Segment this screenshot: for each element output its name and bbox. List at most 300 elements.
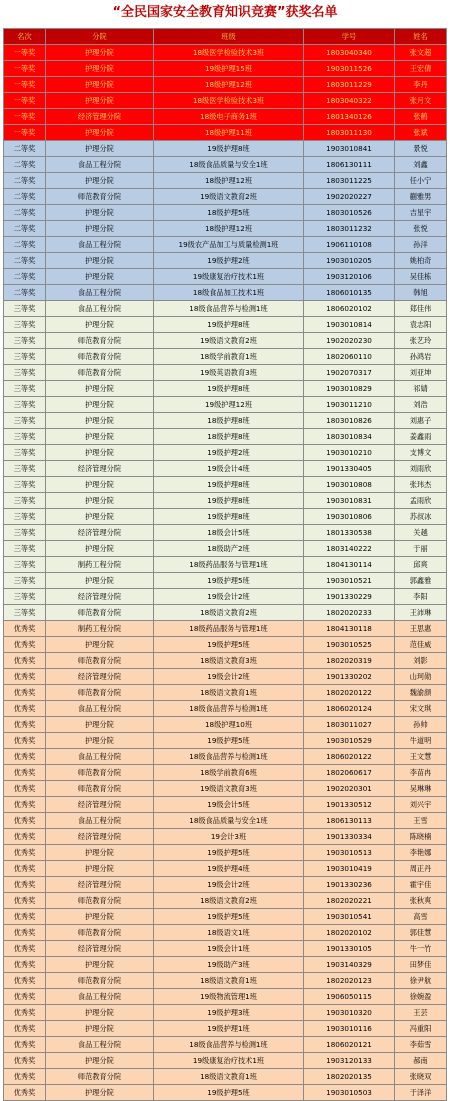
- rank-cell: 二等奖: [4, 189, 46, 205]
- student-name-cell: 支博文: [395, 445, 447, 461]
- student-id-cell: 1803011130: [304, 125, 395, 141]
- rank-cell: 优秀奖: [4, 717, 46, 733]
- table-row: [4, 637, 447, 653]
- class-cell: 19级护理1班: [154, 1021, 304, 1037]
- rank-cell: 优秀奖: [4, 749, 46, 765]
- class-cell: 19级护理8班: [154, 317, 304, 333]
- table-row: [4, 973, 447, 989]
- rank-cell: 三等奖: [4, 333, 46, 349]
- student-id-cell: 1903010503: [304, 1085, 395, 1101]
- class-cell: 19级护理8班: [154, 509, 304, 525]
- rank-cell: 优秀奖: [4, 845, 46, 861]
- rank-cell: 优秀奖: [4, 1069, 46, 1085]
- student-id-cell: 1903010806: [304, 509, 395, 525]
- award-table: [3, 28, 447, 1101]
- student-name-cell: 张斌: [395, 125, 447, 141]
- class-cell: 18级语文教育3班: [154, 653, 304, 669]
- rank-cell: 优秀奖: [4, 1085, 46, 1101]
- student-name-cell: 李茹雪: [395, 1037, 447, 1053]
- student-name-cell: 郭鑫雅: [395, 573, 447, 589]
- table-row: [4, 509, 447, 525]
- student-id-cell: 1903010525: [304, 637, 395, 653]
- rank-cell: 优秀奖: [4, 1037, 46, 1053]
- class-cell: 18级会计5班: [154, 525, 304, 541]
- table-row: [4, 621, 447, 637]
- student-name-cell: 孙洋: [395, 237, 447, 253]
- department-cell: 护理分院: [46, 861, 154, 877]
- student-name-cell: 王宏倩: [395, 61, 447, 77]
- class-cell: 18级食品质量与安全1班: [154, 157, 304, 173]
- student-name-cell: 刘雨欣: [395, 461, 447, 477]
- table-row: [4, 221, 447, 237]
- student-id-cell: 1901330229: [304, 589, 395, 605]
- rank-cell: 优秀奖: [4, 685, 46, 701]
- class-cell: 18级语文教育2班: [154, 893, 304, 909]
- table-row: [4, 781, 447, 797]
- table-row: [4, 125, 447, 141]
- student-name-cell: 孙鸿岩: [395, 349, 447, 365]
- class-cell: 19级会计2班: [154, 877, 304, 893]
- student-name-cell: 郝南: [395, 1053, 447, 1069]
- department-cell: 师范教育分院: [46, 1069, 154, 1085]
- student-id-cell: 1902020301: [304, 781, 395, 797]
- student-name-cell: 刘鑫: [395, 157, 447, 173]
- rank-cell: 优秀奖: [4, 1053, 46, 1069]
- department-cell: 护理分院: [46, 77, 154, 93]
- rank-cell: 三等奖: [4, 397, 46, 413]
- header-rank: 名次: [4, 29, 46, 45]
- table-row: [4, 605, 447, 621]
- department-cell: 经济管理分院: [46, 797, 154, 813]
- student-name-cell: 韩旭: [395, 285, 447, 301]
- department-cell: 护理分院: [46, 909, 154, 925]
- student-name-cell: 魏渝颜: [395, 685, 447, 701]
- rank-cell: 一等奖: [4, 109, 46, 125]
- student-name-cell: 宋文琪: [395, 701, 447, 717]
- header-student-id: 学号: [304, 29, 395, 45]
- student-name-cell: 牛道明: [395, 733, 447, 749]
- rank-cell: 三等奖: [4, 301, 46, 317]
- student-id-cell: 1903011210: [304, 397, 395, 413]
- table-row: [4, 1021, 447, 1037]
- table-row: [4, 1037, 447, 1053]
- student-name-cell: 郑佳伟: [395, 301, 447, 317]
- department-cell: 护理分院: [46, 1021, 154, 1037]
- class-cell: 19级语文教育2班: [154, 189, 304, 205]
- department-cell: 护理分院: [46, 221, 154, 237]
- class-cell: 19级语文教育2班: [154, 333, 304, 349]
- student-name-cell: 李阳: [395, 589, 447, 605]
- student-name-cell: 刘浩: [395, 397, 447, 413]
- student-id-cell: 1906110108: [304, 237, 395, 253]
- department-cell: 护理分院: [46, 381, 154, 397]
- class-cell: 19级会计2班: [154, 589, 304, 605]
- student-name-cell: 于泽洋: [395, 1085, 447, 1101]
- student-id-cell: 1903010829: [304, 381, 395, 397]
- student-name-cell: 景悦: [395, 141, 447, 157]
- student-id-cell: 1806020102: [304, 301, 395, 317]
- class-cell: 19级农产品加工与质量检测1班: [154, 237, 304, 253]
- table-row: [4, 237, 447, 253]
- rank-cell: 优秀奖: [4, 765, 46, 781]
- table-row: [4, 717, 447, 733]
- table-row: [4, 285, 447, 301]
- class-cell: 18级食品加工技术1班: [154, 285, 304, 301]
- student-name-cell: 吉星宇: [395, 205, 447, 221]
- student-name-cell: 高雪: [395, 909, 447, 925]
- rank-cell: 二等奖: [4, 205, 46, 221]
- student-name-cell: 吴琳琳: [395, 781, 447, 797]
- department-cell: 食品工程分院: [46, 813, 154, 829]
- table-row: [4, 205, 447, 221]
- class-cell: 19级会计4班: [154, 461, 304, 477]
- department-cell: 食品工程分院: [46, 301, 154, 317]
- rank-cell: 优秀奖: [4, 877, 46, 893]
- student-name-cell: 张文超: [395, 45, 447, 61]
- student-name-cell: 姚柏奇: [395, 253, 447, 269]
- department-cell: 护理分院: [46, 573, 154, 589]
- department-cell: 护理分院: [46, 413, 154, 429]
- department-cell: 食品工程分院: [46, 237, 154, 253]
- department-cell: 师范教育分院: [46, 653, 154, 669]
- student-id-cell: 1802020123: [304, 973, 395, 989]
- student-name-cell: 邱爽: [395, 557, 447, 573]
- rank-cell: 优秀奖: [4, 733, 46, 749]
- rank-cell: 二等奖: [4, 221, 46, 237]
- student-id-cell: 1803011225: [304, 173, 395, 189]
- class-cell: 19级会计1班: [154, 941, 304, 957]
- class-cell: 19级护理3班: [154, 1005, 304, 1021]
- department-cell: 护理分院: [46, 205, 154, 221]
- header-class: 班级: [154, 29, 304, 45]
- rank-cell: 二等奖: [4, 173, 46, 189]
- student-id-cell: 1802020233: [304, 605, 395, 621]
- student-id-cell: 1804130114: [304, 557, 395, 573]
- student-id-cell: 1903010808: [304, 477, 395, 493]
- student-id-cell: 1903140329: [304, 957, 395, 973]
- student-name-cell: 刘惠子: [395, 413, 447, 429]
- rank-cell: 三等奖: [4, 589, 46, 605]
- student-id-cell: 1903010814: [304, 317, 395, 333]
- department-cell: 师范教育分院: [46, 765, 154, 781]
- table-row: [4, 333, 447, 349]
- table-row: [4, 1085, 447, 1101]
- rank-cell: 三等奖: [4, 349, 46, 365]
- student-id-cell: 1903011526: [304, 61, 395, 77]
- class-cell: 19级护理5班: [154, 1085, 304, 1101]
- student-id-cell: 1901330202: [304, 669, 395, 685]
- rank-cell: 三等奖: [4, 573, 46, 589]
- department-cell: 食品工程分院: [46, 1037, 154, 1053]
- department-cell: 护理分院: [46, 61, 154, 77]
- student-id-cell: 1903120133: [304, 1053, 395, 1069]
- student-id-cell: 1802020135: [304, 1069, 395, 1085]
- student-name-cell: 关越: [395, 525, 447, 541]
- class-cell: 18级护理10班: [154, 717, 304, 733]
- table-row: [4, 749, 447, 765]
- department-cell: 师范教育分院: [46, 333, 154, 349]
- department-cell: 师范教育分院: [46, 365, 154, 381]
- student-id-cell: 1903010521: [304, 573, 395, 589]
- class-cell: 19级会计5班: [154, 797, 304, 813]
- student-id-cell: 1906050115: [304, 989, 395, 1005]
- class-cell: 18级语文教育1班: [154, 973, 304, 989]
- rank-cell: 三等奖: [4, 445, 46, 461]
- table-row: [4, 813, 447, 829]
- class-cell: 18级电子商务1班: [154, 109, 304, 125]
- student-id-cell: 1802020319: [304, 653, 395, 669]
- class-cell: 18级食品营养与检测1班: [154, 301, 304, 317]
- class-cell: 18级护理5班: [154, 205, 304, 221]
- table-row: [4, 45, 447, 61]
- student-name-cell: 李苗冉: [395, 765, 447, 781]
- table-row: [4, 1069, 447, 1085]
- department-cell: 师范教育分院: [46, 349, 154, 365]
- rank-cell: 优秀奖: [4, 1021, 46, 1037]
- rank-cell: 优秀奖: [4, 925, 46, 941]
- class-cell: 18级食品营养与检测1班: [154, 701, 304, 717]
- rank-cell: 三等奖: [4, 525, 46, 541]
- student-id-cell: 1903010541: [304, 909, 395, 925]
- rank-cell: 一等奖: [4, 61, 46, 77]
- class-cell: 19级护理12班: [154, 397, 304, 413]
- class-cell: 19会计3班: [154, 829, 304, 845]
- table-row: [4, 301, 447, 317]
- table-row: [4, 381, 447, 397]
- table-row: [4, 109, 447, 125]
- table-row: [4, 669, 447, 685]
- department-cell: 护理分院: [46, 269, 154, 285]
- class-cell: 19级护理8班: [154, 477, 304, 493]
- student-id-cell: 1901330512: [304, 797, 395, 813]
- student-id-cell: 1901330105: [304, 941, 395, 957]
- student-id-cell: 1806130113: [304, 813, 395, 829]
- table-row: [4, 893, 447, 909]
- student-id-cell: 1801340126: [304, 109, 395, 125]
- student-id-cell: 1903010841: [304, 141, 395, 157]
- table-row: [4, 861, 447, 877]
- student-id-cell: 1804130118: [304, 621, 395, 637]
- table-row: [4, 877, 447, 893]
- student-name-cell: 李艳娜: [395, 845, 447, 861]
- department-cell: 护理分院: [46, 173, 154, 189]
- award-rows: [4, 45, 447, 1101]
- rank-cell: 一等奖: [4, 45, 46, 61]
- rank-cell: 三等奖: [4, 365, 46, 381]
- class-cell: 18级语文教育1班: [154, 1069, 304, 1085]
- student-id-cell: 1903010419: [304, 861, 395, 877]
- table-row: [4, 733, 447, 749]
- department-cell: 师范教育分院: [46, 605, 154, 621]
- student-name-cell: 徐婉盈: [395, 989, 447, 1005]
- department-cell: 护理分院: [46, 317, 154, 333]
- table-row: [4, 445, 447, 461]
- class-cell: 19级护理2班: [154, 253, 304, 269]
- class-cell: 19级护理5班: [154, 733, 304, 749]
- table-row: [4, 797, 447, 813]
- student-name-cell: 姜鑫雨: [395, 429, 447, 445]
- student-name-cell: 王芸: [395, 1005, 447, 1021]
- table-row: [4, 557, 447, 573]
- table-row: [4, 989, 447, 1005]
- department-cell: 护理分院: [46, 253, 154, 269]
- student-id-cell: 1803140222: [304, 541, 395, 557]
- page-title: “全民国家安全教育知识竞赛”获奖名单: [112, 5, 338, 20]
- rank-cell: 优秀奖: [4, 893, 46, 909]
- department-cell: 护理分院: [46, 1005, 154, 1021]
- class-cell: 19级护理8班: [154, 493, 304, 509]
- student-id-cell: 1802060110: [304, 349, 395, 365]
- table-row: [4, 573, 447, 589]
- table-row: [4, 429, 447, 445]
- student-name-cell: 李丹: [395, 77, 447, 93]
- rank-cell: 优秀奖: [4, 701, 46, 717]
- department-cell: 食品工程分院: [46, 701, 154, 717]
- table-row: [4, 701, 447, 717]
- class-cell: 19级康复治疗技术1班: [154, 269, 304, 285]
- table-row: [4, 173, 447, 189]
- student-name-cell: 陈晓楠: [395, 829, 447, 845]
- rank-cell: 三等奖: [4, 605, 46, 621]
- table-row: [4, 925, 447, 941]
- student-id-cell: 1806020124: [304, 701, 395, 717]
- class-cell: 19级护理15班: [154, 61, 304, 77]
- student-id-cell: 1903010116: [304, 1021, 395, 1037]
- department-cell: 经济管理分院: [46, 589, 154, 605]
- class-cell: 19级语文教育3班: [154, 781, 304, 797]
- student-id-cell: 1802020102: [304, 925, 395, 941]
- header-name: 姓名: [395, 29, 447, 45]
- table-row: [4, 77, 447, 93]
- student-name-cell: 张鹤: [395, 109, 447, 125]
- student-id-cell: 1903010210: [304, 445, 395, 461]
- department-cell: 护理分院: [46, 717, 154, 733]
- class-cell: 18级食品质量与安全1班: [154, 813, 304, 829]
- department-cell: 师范教育分院: [46, 893, 154, 909]
- table-row: [4, 317, 447, 333]
- rank-cell: 三等奖: [4, 557, 46, 573]
- student-id-cell: 1803040322: [304, 93, 395, 109]
- student-id-cell: 1902070317: [304, 365, 395, 381]
- student-name-cell: 张月文: [395, 93, 447, 109]
- table-row: [4, 365, 447, 381]
- table-row: [4, 93, 447, 109]
- rank-cell: 优秀奖: [4, 861, 46, 877]
- class-cell: 18级语文教育1班: [154, 685, 304, 701]
- rank-cell: 优秀奖: [4, 989, 46, 1005]
- class-cell: 18级护理11班: [154, 125, 304, 141]
- student-name-cell: 张艺玲: [395, 333, 447, 349]
- department-cell: 护理分院: [46, 429, 154, 445]
- student-id-cell: 1802020122: [304, 685, 395, 701]
- department-cell: 护理分院: [46, 1085, 154, 1101]
- student-name-cell: 张晓双: [395, 1069, 447, 1085]
- department-cell: 护理分院: [46, 493, 154, 509]
- student-id-cell: 1803010526: [304, 205, 395, 221]
- rank-cell: 二等奖: [4, 253, 46, 269]
- department-cell: 护理分院: [46, 397, 154, 413]
- table-header-row: [4, 29, 447, 45]
- student-name-cell: 周正丹: [395, 861, 447, 877]
- student-id-cell: 1802060617: [304, 765, 395, 781]
- class-cell: 18级学前教育6班: [154, 765, 304, 781]
- class-cell: 19级护理5班: [154, 637, 304, 653]
- rank-cell: 优秀奖: [4, 909, 46, 925]
- table-row: [4, 461, 447, 477]
- student-id-cell: 1803010826: [304, 413, 395, 429]
- student-id-cell: 1801330538: [304, 525, 395, 541]
- student-name-cell: 张悦: [395, 221, 447, 237]
- student-name-cell: 刘亚坤: [395, 365, 447, 381]
- rank-cell: 一等奖: [4, 77, 46, 93]
- rank-cell: 三等奖: [4, 461, 46, 477]
- student-name-cell: 苏叔冰: [395, 509, 447, 525]
- department-cell: 师范教育分院: [46, 685, 154, 701]
- department-cell: 师范教育分院: [46, 781, 154, 797]
- student-name-cell: 王文慧: [395, 749, 447, 765]
- student-name-cell: 王沛琳: [395, 605, 447, 621]
- student-id-cell: 1803011229: [304, 77, 395, 93]
- department-cell: 经济管理分院: [46, 877, 154, 893]
- department-cell: 护理分院: [46, 637, 154, 653]
- department-cell: 师范教育分院: [46, 925, 154, 941]
- table-row: [4, 525, 447, 541]
- department-cell: 食品工程分院: [46, 157, 154, 173]
- student-name-cell: 王思惠: [395, 621, 447, 637]
- student-id-cell: 1802020221: [304, 893, 395, 909]
- student-id-cell: 1806010135: [304, 285, 395, 301]
- class-cell: 19级护理5班: [154, 909, 304, 925]
- rank-cell: 二等奖: [4, 269, 46, 285]
- department-cell: 护理分院: [46, 957, 154, 973]
- class-cell: 19级护理5班: [154, 573, 304, 589]
- rank-cell: 二等奖: [4, 157, 46, 173]
- table-row: [4, 765, 447, 781]
- rank-cell: 优秀奖: [4, 797, 46, 813]
- rank-cell: 三等奖: [4, 317, 46, 333]
- class-cell: 18级药品服务与管理1班: [154, 621, 304, 637]
- rank-cell: 优秀奖: [4, 637, 46, 653]
- table-row: [4, 157, 447, 173]
- header-department: 分院: [46, 29, 154, 45]
- class-cell: 18级药品服务与管理1班: [154, 557, 304, 573]
- student-name-cell: 刘影: [395, 653, 447, 669]
- student-name-cell: 霍宇佳: [395, 877, 447, 893]
- student-name-cell: 孙帅: [395, 717, 447, 733]
- table-row: [4, 397, 447, 413]
- table-row: [4, 477, 447, 493]
- department-cell: 护理分院: [46, 125, 154, 141]
- table-row: [4, 653, 447, 669]
- student-name-cell: 徐尹航: [395, 973, 447, 989]
- rank-cell: 二等奖: [4, 141, 46, 157]
- rank-cell: 三等奖: [4, 429, 46, 445]
- class-cell: 18级学前教育1班: [154, 349, 304, 365]
- student-name-cell: 于丽: [395, 541, 447, 557]
- department-cell: 护理分院: [46, 541, 154, 557]
- table-row: [4, 541, 447, 557]
- department-cell: 护理分院: [46, 845, 154, 861]
- department-cell: 护理分院: [46, 45, 154, 61]
- rank-cell: 二等奖: [4, 285, 46, 301]
- student-id-cell: 1806130111: [304, 157, 395, 173]
- class-cell: 19级护理8班: [154, 381, 304, 397]
- table-row: [4, 141, 447, 157]
- table-row: [4, 253, 447, 269]
- department-cell: 护理分院: [46, 509, 154, 525]
- table-row: [4, 589, 447, 605]
- student-id-cell: 1903010831: [304, 493, 395, 509]
